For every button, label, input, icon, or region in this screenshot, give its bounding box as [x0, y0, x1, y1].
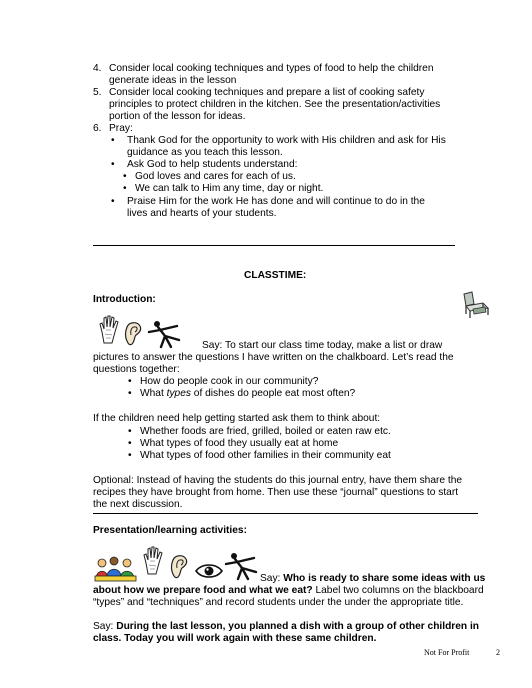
- item5-line3: portion of the lesson for ideas.: [109, 111, 246, 122]
- pray-b2-sub1: God loves and cares for each of us.: [135, 171, 296, 182]
- pray-b2: Ask God to help students understand:: [127, 159, 298, 170]
- pray-b1-line1: Thank God for the opportunity to work with His children and ask for His: [127, 135, 446, 146]
- ear-icon: [169, 553, 189, 579]
- bullet: •: [111, 196, 115, 207]
- intro-say-line1: Say: To start our class time today, make a list or draw: [202, 340, 443, 351]
- optional-line3: the next discussion.: [93, 499, 183, 510]
- bullet: •: [123, 171, 127, 182]
- introduction-heading: Introduction:: [93, 294, 156, 305]
- children-group-icon: [94, 556, 138, 582]
- help-line: If the children need help getting started ask them to think about:: [93, 413, 381, 424]
- bullet: •: [128, 376, 132, 387]
- optional-line2: recipes they have brought from home. Then use these “journal” questions to start: [93, 487, 459, 498]
- footer-text: Not For Profit: [424, 648, 470, 657]
- presentation-heading: Presentation/learning activities:: [93, 525, 247, 536]
- list-number-6: 6.: [93, 123, 102, 134]
- ear-icon: [123, 320, 143, 346]
- pray-b2-sub2: We can talk to Him any time, day or night.: [135, 183, 324, 194]
- help-bullet-3: What types of food other families in their community eat: [140, 450, 391, 461]
- classtime-heading: CLASSTIME:: [244, 270, 307, 281]
- hand-icon: [98, 314, 122, 344]
- chair-icon: [461, 290, 491, 320]
- intro-say-line3: questions together:: [93, 364, 180, 375]
- hand-icon: [142, 545, 166, 575]
- last-lesson-line1: Say: During the last lesson, you planned a dish with a group of other children in: [93, 621, 480, 632]
- presentation-say-line3: “types” and “techniques” and record students under the under the appropriate title.: [93, 597, 464, 608]
- page-number: 2: [496, 648, 500, 657]
- bullet: •: [111, 135, 115, 146]
- presentation-say-line2: about how we prepare food and what we eat? Label two columns on the blackboard: [93, 585, 484, 596]
- pray-b1-line2: guidance as you teach this lesson.: [127, 147, 283, 158]
- optional-line1: Optional: Instead of having the students do this journal entry, have them share the: [93, 475, 463, 486]
- item5-line2: principles to protect children in the kitchen. See the presentation/activities: [109, 99, 441, 110]
- help-bullet-1: Whether foods are fried, grilled, boiled or eaten raw etc.: [140, 426, 391, 437]
- bullet: •: [128, 450, 132, 461]
- item5-line1: Consider local cooking techniques and prepare a list of cooking safety: [109, 87, 425, 98]
- bullet: •: [128, 426, 132, 437]
- help-bullet-2: What types of food they usually eat at home: [140, 438, 339, 449]
- bullet: •: [111, 159, 115, 170]
- last-lesson-line2: class. Today you will work again with these same children.: [93, 633, 377, 644]
- question-2: What types of dishes do people eat most often?: [140, 388, 356, 399]
- bullet: •: [128, 438, 132, 449]
- eye-icon: [195, 562, 223, 580]
- item4-line2: generate ideas in the lesson: [109, 75, 237, 86]
- presentation-say-line1: Say: Who is ready to share some ideas with us: [260, 573, 486, 584]
- bullet: •: [123, 183, 127, 194]
- bullet: •: [128, 388, 132, 399]
- stretch-figure-icon: [147, 320, 189, 348]
- item4-line1: Consider local cooking techniques and types of food to help the children: [109, 63, 434, 74]
- list-number-4: 4.: [93, 63, 102, 74]
- item6-label: Pray:: [109, 123, 133, 134]
- section-divider: [93, 513, 478, 514]
- pray-b3-line1: Praise Him for the work He has done and will continue to do in the: [127, 196, 425, 207]
- section-divider: [93, 245, 455, 246]
- pray-b3-line2: lives and hearts of your students.: [127, 208, 277, 219]
- question-1: How do people cook in our community?: [140, 376, 319, 387]
- intro-say-line2: pictures to answer the questions I have written on the chalkboard. Let’s read the: [93, 352, 454, 363]
- list-number-5: 5.: [93, 87, 102, 98]
